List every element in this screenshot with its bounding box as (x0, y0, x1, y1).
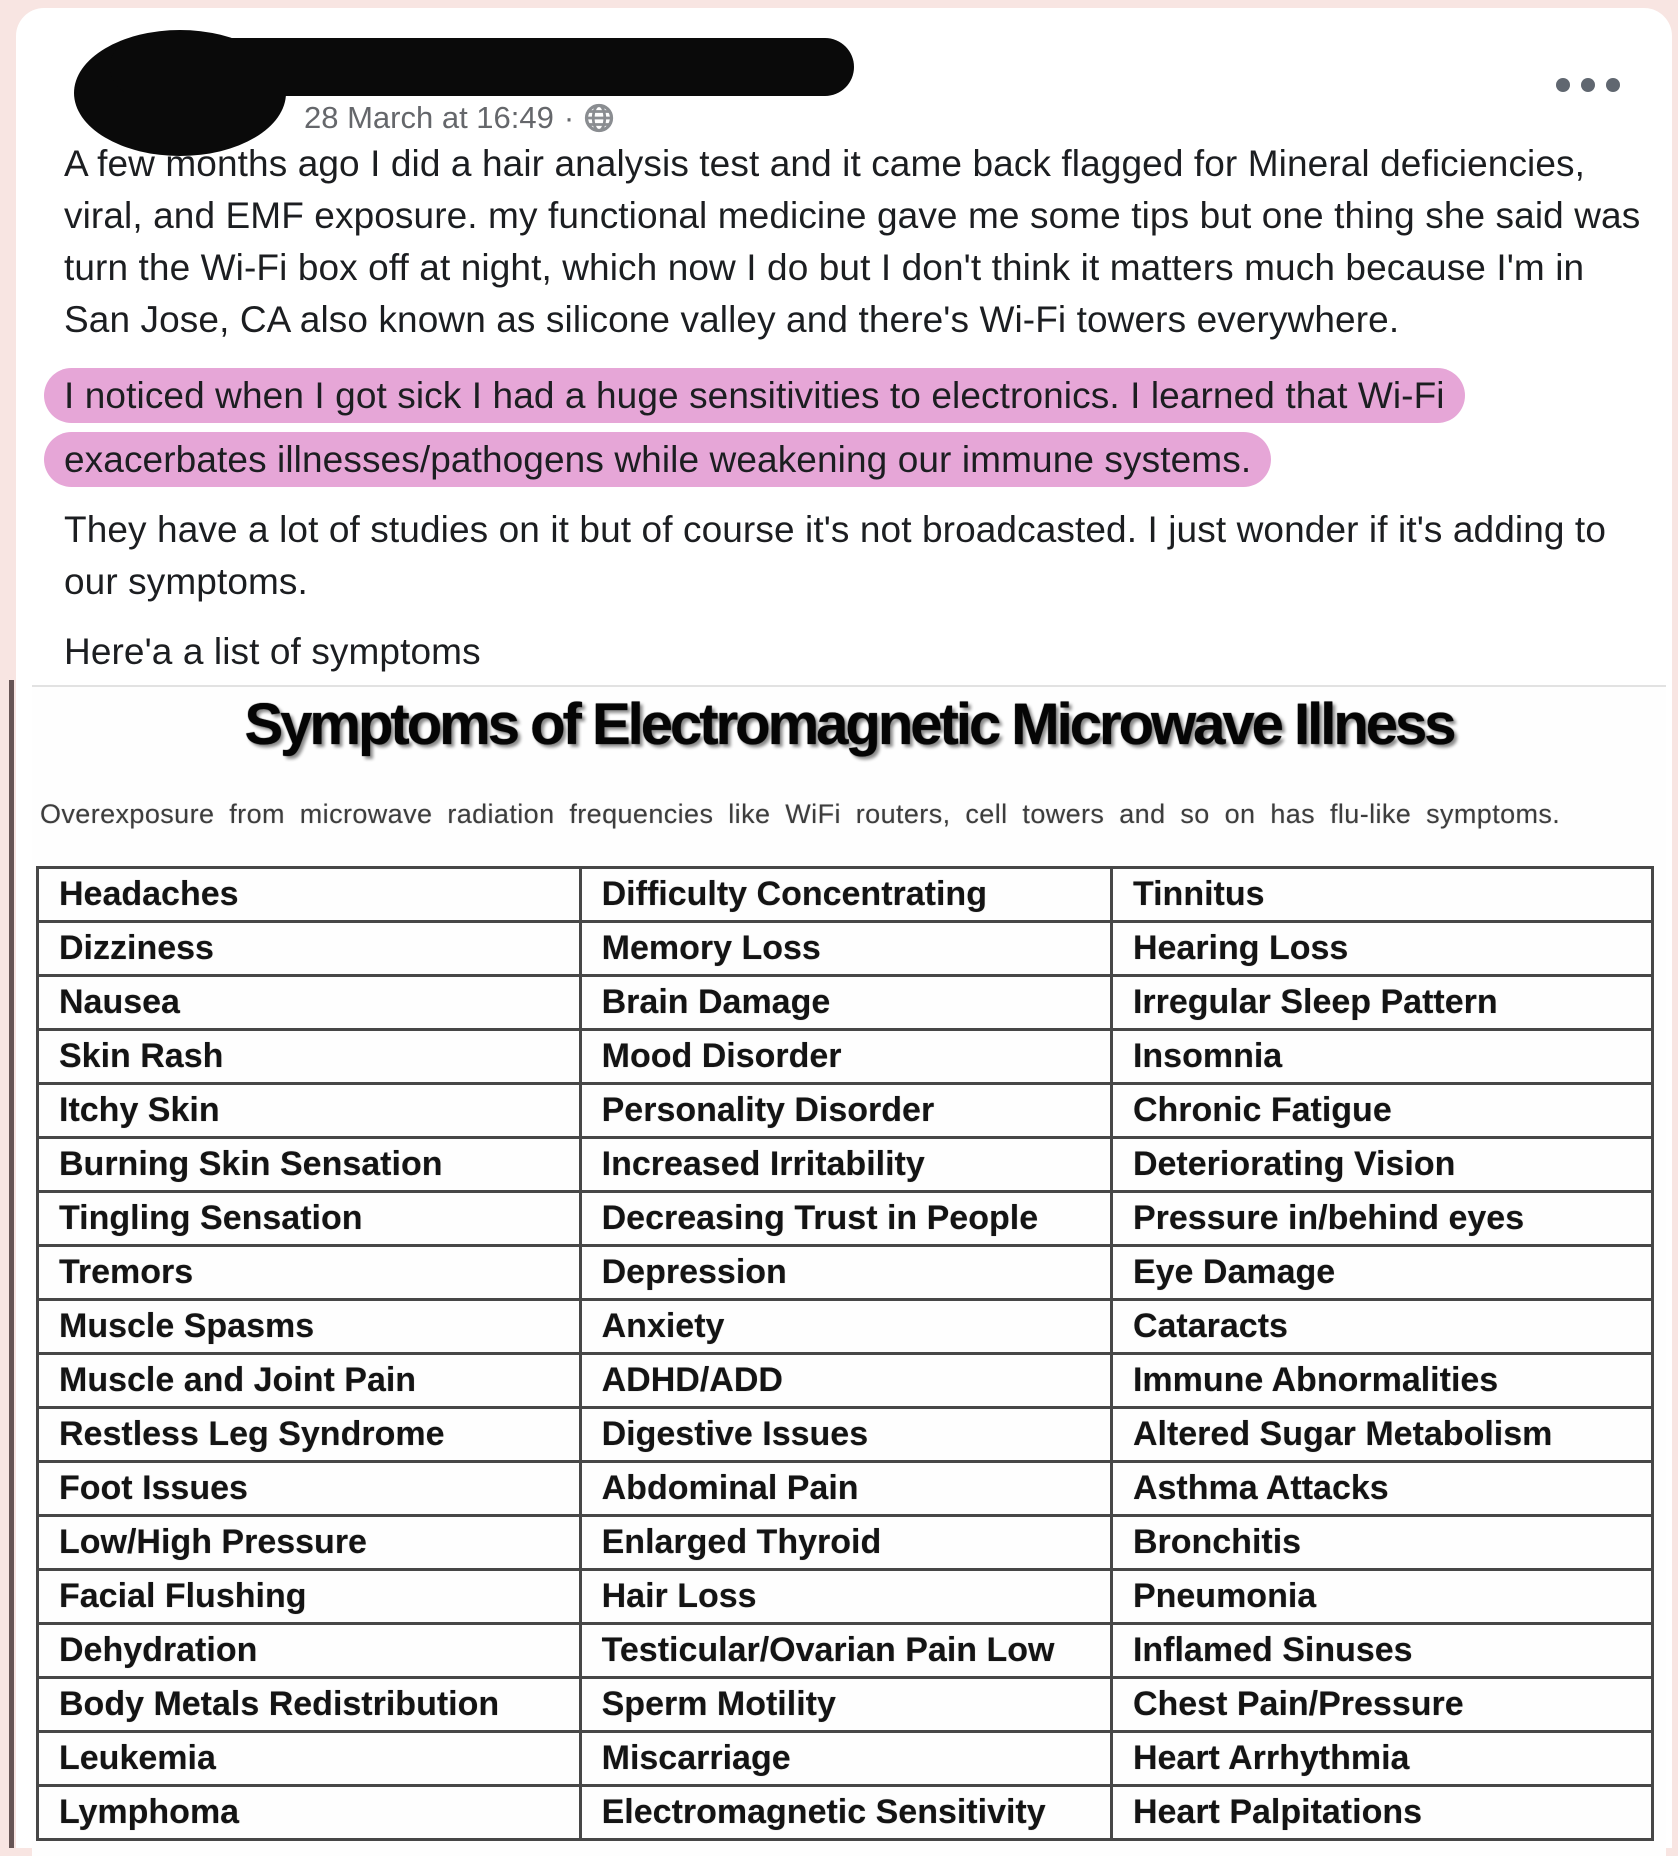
table-cell: Nausea (38, 976, 581, 1030)
table-row (38, 1084, 1653, 1138)
highlighted-paragraph (44, 364, 1656, 492)
table-cell: Enlarged Thyroid (580, 1516, 1111, 1570)
table-cell: Miscarriage (580, 1732, 1111, 1786)
screenshot-left-edge-artifact (9, 680, 14, 1848)
table-row (38, 1678, 1653, 1732)
table-row (38, 1246, 1653, 1300)
table-cell: Altered Sugar Metabolism (1111, 1408, 1652, 1462)
table-cell: Foot Issues (38, 1462, 581, 1516)
table-cell: Electromagnetic Sensitivity (580, 1786, 1111, 1840)
table-cell: Lymphoma (38, 1786, 581, 1840)
table-row (38, 1354, 1653, 1408)
author-name-redaction (110, 38, 854, 96)
table-cell: Muscle Spasms (38, 1300, 581, 1354)
table-cell: Chronic Fatigue (1111, 1084, 1652, 1138)
table-row (38, 976, 1653, 1030)
table-cell: Muscle and Joint Pain (38, 1354, 581, 1408)
globe-public-icon (584, 103, 614, 133)
table-cell: Decreasing Trust in People (580, 1192, 1111, 1246)
table-cell: Chest Pain/Pressure (1111, 1678, 1652, 1732)
table-cell: Itchy Skin (38, 1084, 581, 1138)
table-cell: Dehydration (38, 1624, 581, 1678)
post-card (16, 8, 1672, 1848)
table-cell: Tingling Sensation (38, 1192, 581, 1246)
table-cell: Body Metals Redistribution (38, 1678, 581, 1732)
table-row (38, 1138, 1653, 1192)
table-cell: Brain Damage (580, 976, 1111, 1030)
table-row (38, 1192, 1653, 1246)
attached-image[interactable] (32, 687, 1666, 1856)
table-cell: Mood Disorder (580, 1030, 1111, 1084)
table-row (38, 1516, 1653, 1570)
table-row (38, 1624, 1653, 1678)
table-cell: Anxiety (580, 1300, 1111, 1354)
table-cell: Inflamed Sinuses (1111, 1624, 1652, 1678)
table-cell: Tremors (38, 1246, 581, 1300)
table-cell: Heart Arrhythmia (1111, 1732, 1652, 1786)
pink-highlight: I noticed when I got sick I had a huge sensitivities to electronics. I learned that Wi-Fi exacerbates illnesses/pathogens while weakening our immune systems. (44, 368, 1465, 487)
table-cell: Tinnitus (1111, 868, 1652, 922)
ellipsis-menu-icon (1556, 78, 1570, 92)
table-cell: Heart Palpitations (1111, 1786, 1652, 1840)
table-cell: Difficulty Concentrating (580, 868, 1111, 922)
post-paragraph: A few months ago I did a hair analysis test and it came back flagged for Mineral deficiencies, viral, and EMF exposure. my functional medicine gave me some tips but one thing she said was turn the Wi-Fi box off at night, which now I do but I don't think it matters much because I'm in San Jose, CA also known as silicone valley and there's Wi-Fi towers everywhere. (64, 143, 1641, 340)
table-cell: Testicular/Ovarian Pain Low (580, 1624, 1111, 1678)
table-cell: Skin Rash (38, 1030, 581, 1084)
post-paragraph: They have a lot of studies on it but of course it's not broadcasted. I just wonder if it's adding to our symptoms. (64, 509, 1606, 602)
table-cell: Pneumonia (1111, 1570, 1652, 1624)
ellipsis-menu-icon (1606, 78, 1620, 92)
table-cell: Insomnia (1111, 1030, 1652, 1084)
ellipsis-menu-icon (1581, 78, 1595, 92)
table-cell: Digestive Issues (580, 1408, 1111, 1462)
post-text (64, 138, 1656, 696)
post-options-button[interactable] (1556, 78, 1620, 92)
table-row (38, 1030, 1653, 1084)
table-row (38, 1300, 1653, 1354)
table-cell: ADHD/ADD (580, 1354, 1111, 1408)
table-cell: Dizziness (38, 922, 581, 976)
table-row (38, 1732, 1653, 1786)
symptoms-table (36, 866, 1654, 1841)
table-row (38, 1786, 1653, 1840)
table-cell: Personality Disorder (580, 1084, 1111, 1138)
image-title: Symptoms of Electromagnetic Microwave Illness (244, 692, 1454, 757)
post-timestamp[interactable] (304, 100, 614, 136)
table-cell: Low/High Pressure (38, 1516, 581, 1570)
table-cell: Bronchitis (1111, 1516, 1652, 1570)
table-cell: Abdominal Pain (580, 1462, 1111, 1516)
post-paragraph: Here'a a list of symptoms (64, 631, 481, 672)
table-row (38, 868, 1653, 922)
table-cell: Cataracts (1111, 1300, 1652, 1354)
table-cell: Burning Skin Sensation (38, 1138, 581, 1192)
table-cell: Sperm Motility (580, 1678, 1111, 1732)
timestamp-separator: · (563, 100, 575, 135)
table-row (38, 922, 1653, 976)
image-subtitle: Overexposure from microwave radiation frequencies like WiFi routers, cell towers and so on has flu-like symptoms. (40, 799, 1561, 829)
table-cell: Hearing Loss (1111, 922, 1652, 976)
table-cell: Facial Flushing (38, 1570, 581, 1624)
table-cell: Memory Loss (580, 922, 1111, 976)
timestamp-text: 28 March at 16:49 (304, 100, 554, 135)
table-cell: Increased Irritability (580, 1138, 1111, 1192)
table-cell: Depression (580, 1246, 1111, 1300)
table-cell: Deteriorating Vision (1111, 1138, 1652, 1192)
table-cell: Irregular Sleep Pattern (1111, 976, 1652, 1030)
table-row (38, 1462, 1653, 1516)
table-cell: Headaches (38, 868, 581, 922)
table-cell: Restless Leg Syndrome (38, 1408, 581, 1462)
table-cell: Pressure in/behind eyes (1111, 1192, 1652, 1246)
table-cell: Asthma Attacks (1111, 1462, 1652, 1516)
table-cell: Immune Abnormalities (1111, 1354, 1652, 1408)
table-cell: Eye Damage (1111, 1246, 1652, 1300)
table-row (38, 1408, 1653, 1462)
table-cell: Hair Loss (580, 1570, 1111, 1624)
table-row (38, 1570, 1653, 1624)
symptoms-table-body (38, 868, 1653, 1840)
table-cell: Leukemia (38, 1732, 581, 1786)
